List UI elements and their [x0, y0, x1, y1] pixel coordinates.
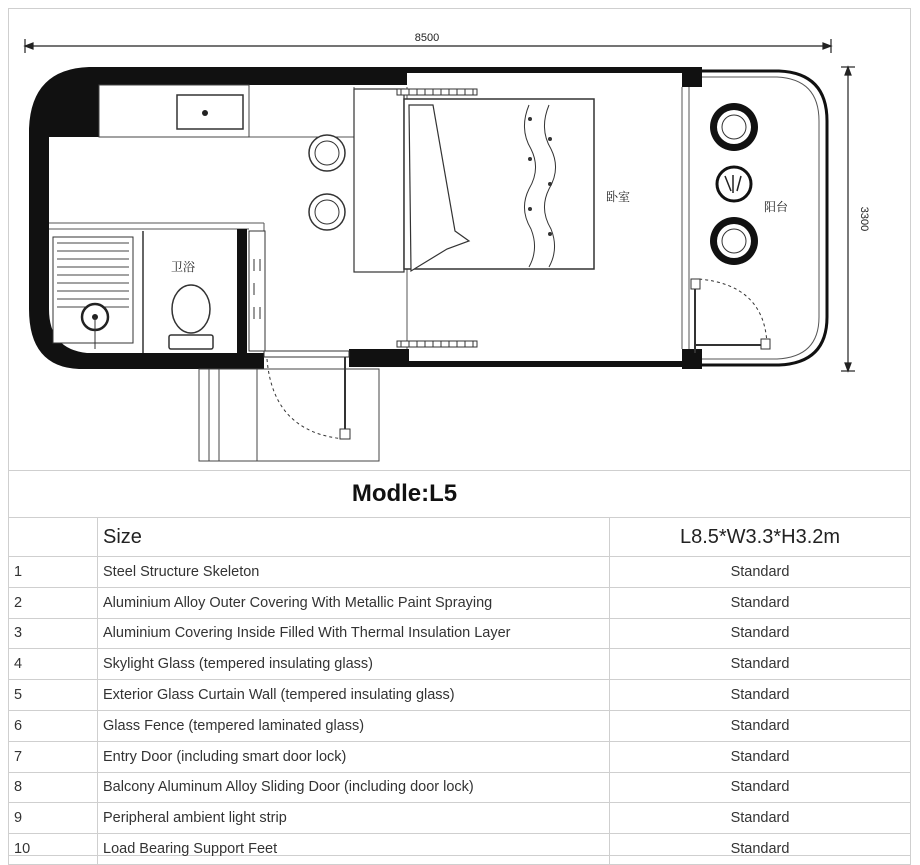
row-item: Aluminium Covering Inside Filled With Thermal Insulation Layer — [98, 618, 610, 649]
row-number: 6 — [9, 710, 98, 741]
row-number: 5 — [9, 680, 98, 711]
row-item: Entry Door (including smart door lock) — [98, 741, 610, 772]
row-number: 9 — [9, 803, 98, 834]
length-dimension-label: 8500 — [414, 32, 440, 44]
header-num-cell — [9, 518, 98, 557]
row-item: Load Bearing Support Feet — [98, 834, 610, 865]
table-row — [9, 803, 911, 834]
width-dimension-line — [841, 67, 855, 371]
row-value: Standard — [610, 834, 911, 865]
row-value: Standard — [610, 710, 911, 741]
hanger-rack-bottom — [397, 341, 477, 347]
table-row — [9, 834, 911, 865]
row-number: 3 — [9, 618, 98, 649]
table-row — [9, 618, 911, 649]
row-number: 10 — [9, 834, 98, 865]
row-item: Exterior Glass Curtain Wall (tempered insulating glass) — [98, 680, 610, 711]
row-value: Standard — [610, 557, 911, 588]
row-number: 7 — [9, 741, 98, 772]
balcony-label: 阳台 — [764, 200, 789, 214]
row-item: Steel Structure Skeleton — [98, 557, 610, 588]
table-row — [9, 649, 911, 680]
table-row — [9, 772, 911, 803]
row-number: 4 — [9, 649, 98, 680]
floor-plan — [9, 9, 910, 469]
spec-table — [8, 517, 911, 865]
row-value: Standard — [610, 587, 911, 618]
floor-plan-drawing — [9, 9, 910, 469]
bar-stools — [309, 135, 345, 230]
balcony-table-icon — [717, 167, 751, 201]
header-size-label: Size — [98, 518, 610, 557]
table-row — [9, 741, 911, 772]
sink-drain-icon — [202, 110, 208, 116]
bed — [354, 89, 594, 272]
bathroom-sliding-door — [237, 229, 265, 353]
row-item: Peripheral ambient light strip — [98, 803, 610, 834]
toilet — [169, 285, 213, 349]
row-item: Glass Fence (tempered laminated glass) — [98, 710, 610, 741]
table-row — [9, 587, 911, 618]
row-value: Standard — [610, 680, 911, 711]
row-item: Balcony Aluminum Alloy Sliding Door (including door lock) — [98, 772, 610, 803]
row-number: 2 — [9, 587, 98, 618]
table-row — [9, 680, 911, 711]
row-value: Standard — [610, 618, 911, 649]
bathroom-label: 卫浴 — [171, 260, 196, 274]
model-title: Modle:L5 — [351, 480, 458, 507]
sink — [177, 95, 243, 129]
row-value: Standard — [610, 649, 911, 680]
spec-table-header-row — [9, 518, 911, 557]
row-item: Aluminium Alloy Outer Covering With Metallic Paint Spraying — [98, 587, 610, 618]
width-dimension-label: 3300 — [858, 206, 870, 232]
shower — [53, 237, 133, 349]
balcony-sliding-door — [691, 279, 770, 353]
row-value: Standard — [610, 741, 911, 772]
hanger-rack-top — [397, 89, 477, 95]
row-number: 8 — [9, 772, 98, 803]
row-value: Standard — [610, 803, 911, 834]
table-row — [9, 557, 911, 588]
row-item: Skylight Glass (tempered insulating glass) — [98, 649, 610, 680]
table-row — [9, 710, 911, 741]
header-size-value: L8.5*W3.3*H3.2m — [610, 518, 911, 557]
row-value: Standard — [610, 772, 911, 803]
bedroom-label: 卧室 — [606, 190, 631, 204]
model-title-bar — [9, 470, 910, 517]
row-number: 1 — [9, 557, 98, 588]
